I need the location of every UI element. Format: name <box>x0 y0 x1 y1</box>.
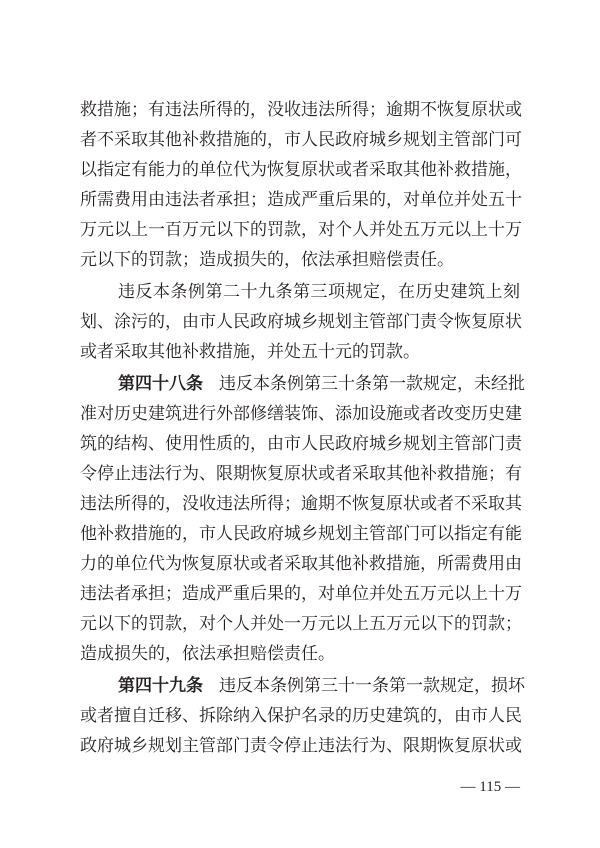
text-line: 所需费用由违法者承担；造成严重后果的，对单位并处五十 <box>80 190 522 210</box>
article-49-first-line <box>118 676 525 696</box>
text-line: 或者采取其他补救措施，并处五十元的罚款。 <box>80 342 420 362</box>
article-48-title: 第四十八条 <box>118 374 203 394</box>
text-line: 划、涂污的，由市人民政府城乡规划主管部门责令恢复原状 <box>80 312 522 332</box>
text-line: 违反本条例第二十九条第三项规定，在历史建筑上刻 <box>118 282 520 302</box>
text-line: 救措施；有违法所得的，没收违法所得；逾期不恢复原状或 <box>80 100 522 120</box>
text-line: 准对历史建筑进行外部修缮装饰、添加设施或者改变历史建 <box>80 404 522 424</box>
text-line: 他补救措施的，市人民政府城乡规划主管部门可以指定有能 <box>80 524 522 544</box>
text-line: 万元以上一百万元以下的罚款，对个人并处五万元以上十万 <box>80 220 522 240</box>
text-line: 或者擅自迁移、拆除纳入保护名录的历史建筑的，由市人民 <box>80 706 522 726</box>
text-line: 者不采取其他补救措施的，市人民政府城乡规划主管部门可 <box>80 130 522 150</box>
text-line: 筑的结构、使用性质的，由市人民政府城乡规划主管部门责 <box>80 434 522 454</box>
text-line: 违法所得的，没收违法所得；逾期不恢复原状或者不采取其 <box>80 494 522 514</box>
page-number: — 115 — <box>460 779 520 795</box>
text-line: 以指定有能力的单位代为恢复原状或者采取其他补救措施， <box>80 160 522 180</box>
text-line: 违反本条例第三十一条第一款规定，损坏 <box>219 676 525 696</box>
text-line: 力的单位代为恢复原状或者采取其他补救措施，所需费用由 <box>80 554 522 574</box>
text-line: 违法者承担；造成严重后果的，对单位并处五万元以上十万 <box>80 584 522 604</box>
text-line: 元以下的罚款；造成损失的，依法承担赔偿责任。 <box>80 250 454 270</box>
text-line: 造成损失的，依法承担赔偿责任。 <box>80 644 335 664</box>
article-49-title: 第四十九条 <box>118 676 203 696</box>
article-48-first-line <box>118 374 525 394</box>
text-line: 政府城乡规划主管部门责令停止违法行为、限期恢复原状或 <box>80 736 522 756</box>
text-line: 违反本条例第三十条第一款规定，未经批 <box>219 374 525 394</box>
text-line: 元以下的罚款，对个人并处一万元以上五万元以下的罚款； <box>80 614 522 634</box>
text-line: 令停止违法行为、限期恢复原状或者采取其他补救措施；有 <box>80 464 522 484</box>
